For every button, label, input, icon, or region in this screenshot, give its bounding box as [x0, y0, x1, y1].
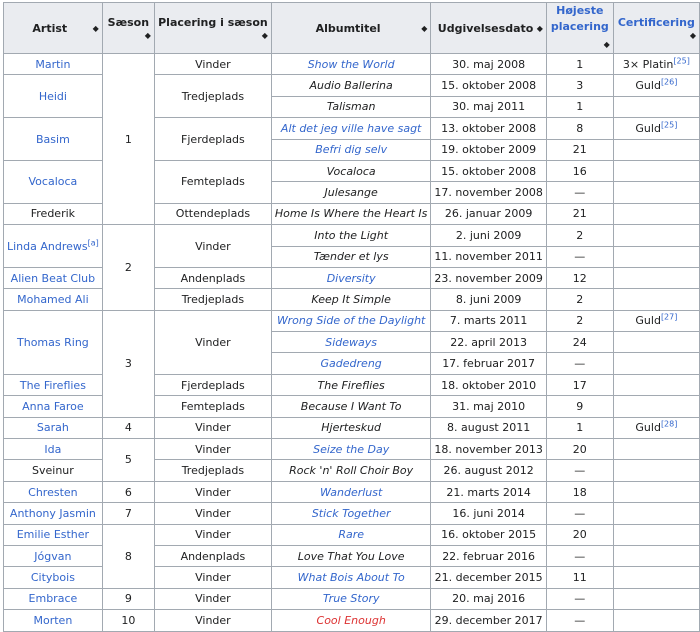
placement-cell: Vinder	[154, 439, 271, 460]
column-header-album[interactable]: Albumtitel ◆	[271, 3, 431, 54]
season-cell: 1	[102, 54, 154, 225]
certification-cell	[613, 139, 699, 160]
artist-cell[interactable]: Citybois	[4, 567, 103, 588]
certification-cell	[613, 203, 699, 224]
album-cell[interactable]: Alt det jeg ville have sagt	[271, 118, 431, 139]
season-cell: 5	[102, 439, 154, 482]
table-row	[4, 225, 700, 246]
artist-cell[interactable]: Anthony Jasmin	[4, 503, 103, 524]
column-header-season[interactable]: Sæson ◆	[102, 3, 154, 54]
certification-cell	[613, 267, 699, 288]
date-cell: 11. november 2011	[431, 246, 546, 267]
album-cell: Into the Light	[271, 225, 431, 246]
season-cell: 2	[102, 225, 154, 311]
table-row	[4, 417, 700, 438]
placement-cell: Tredjeplads	[154, 460, 271, 481]
certification-cell	[613, 610, 699, 631]
peak-cell: 18	[546, 481, 613, 502]
column-header-date[interactable]: Udgivelsesdato ◆	[431, 3, 546, 54]
date-cell: 21. december 2015	[431, 567, 546, 588]
certification-cell	[613, 353, 699, 374]
season-cell: 7	[102, 503, 154, 524]
album-cell[interactable]: Rare	[271, 524, 431, 545]
artist-cell[interactable]: Ida	[4, 439, 103, 460]
album-cell[interactable]: Sideways	[271, 332, 431, 353]
table-row	[4, 54, 700, 75]
placement-cell: Andenplads	[154, 267, 271, 288]
peak-cell: 2	[546, 225, 613, 246]
peak-cell: 21	[546, 203, 613, 224]
date-cell: 16. juni 2014	[431, 503, 546, 524]
peak-cell: —	[546, 503, 613, 524]
artist-cell[interactable]: Chresten	[4, 481, 103, 502]
peak-cell: 21	[546, 139, 613, 160]
date-cell: 13. oktober 2008	[431, 118, 546, 139]
peak-cell: 24	[546, 332, 613, 353]
placement-cell: Vinder	[154, 481, 271, 502]
peak-cell: 16	[546, 160, 613, 181]
certification-cell	[613, 524, 699, 545]
placement-cell: Fjerdeplads	[154, 374, 271, 395]
date-cell: 2. juni 2009	[431, 225, 546, 246]
date-cell: 19. oktober 2009	[431, 139, 546, 160]
season-cell: 8	[102, 524, 154, 588]
season-cell: 3	[102, 310, 154, 417]
sort-arrows-icon[interactable]: ◆	[421, 23, 428, 33]
artist-cell[interactable]: Basim	[4, 118, 103, 161]
certification-cell	[613, 503, 699, 524]
placement-cell: Vinder	[154, 610, 271, 631]
peak-cell: 20	[546, 439, 613, 460]
peak-cell: 1	[546, 54, 613, 75]
certification-cell	[613, 182, 699, 203]
peak-cell: 12	[546, 267, 613, 288]
album-cell: Rock 'n' Roll Choir Boy	[271, 460, 431, 481]
peak-cell: 11	[546, 567, 613, 588]
season-cell: 4	[102, 417, 154, 438]
peak-cell: 3	[546, 75, 613, 96]
table-row	[4, 610, 700, 631]
placement-cell: Tredjeplads	[154, 289, 271, 310]
placement-cell: Vinder	[154, 503, 271, 524]
date-cell: 31. maj 2010	[431, 396, 546, 417]
placement-cell: Fjerdeplads	[154, 118, 271, 161]
date-cell: 26. januar 2009	[431, 203, 546, 224]
column-header-peak[interactable]: Højeste placering ◆	[546, 3, 613, 54]
date-cell: 18. november 2013	[431, 439, 546, 460]
certification-cell	[613, 460, 699, 481]
sort-arrows-icon[interactable]: ◆	[603, 40, 610, 49]
album-cell: Talisman	[271, 96, 431, 117]
artist-cell[interactable]: Sarah	[4, 417, 103, 438]
date-cell: 8. august 2011	[431, 417, 546, 438]
album-cell: Julesange	[271, 182, 431, 203]
placement-cell: Ottendeplads	[154, 203, 271, 224]
date-cell: 16. oktober 2015	[431, 524, 546, 545]
artist-cell[interactable]: Anna Faroe	[4, 396, 103, 417]
date-cell: 15. oktober 2008	[431, 75, 546, 96]
peak-cell: 2	[546, 310, 613, 331]
certification-cell: 3× Platin[25]	[613, 54, 699, 75]
certification-cell	[613, 396, 699, 417]
reference-link[interactable]: [25]	[673, 56, 690, 66]
peak-cell: —	[546, 460, 613, 481]
placement-cell: Vinder	[154, 310, 271, 374]
sort-arrows-icon[interactable]: ◆	[536, 23, 543, 33]
artist-cell[interactable]: Heidi	[4, 75, 103, 118]
peak-cell: 1	[546, 96, 613, 117]
date-cell: 29. december 2017	[431, 610, 546, 631]
certification-cell: Guld[25]	[613, 118, 699, 139]
certification-cell	[613, 588, 699, 609]
album-cell[interactable]: Wrong Side of the Daylight	[271, 310, 431, 331]
date-cell: 22. april 2013	[431, 332, 546, 353]
peak-cell: 9	[546, 396, 613, 417]
reference-link[interactable]: [26]	[660, 77, 678, 87]
album-cell[interactable]: Stick Together	[271, 503, 431, 524]
table-row	[4, 588, 700, 609]
album-cell: Vocaloca	[271, 160, 431, 181]
table-row	[4, 503, 700, 524]
placement-cell: Femteplads	[154, 396, 271, 417]
date-cell: 18. oktober 2010	[431, 374, 546, 395]
date-cell: 20. maj 2016	[431, 588, 546, 609]
artist-cell[interactable]: Morten	[4, 610, 103, 631]
season-cell: 9	[102, 588, 154, 609]
album-cell: Home Is Where the Heart Is	[271, 203, 431, 224]
results-table	[3, 2, 700, 632]
certification-cell	[613, 289, 699, 310]
placement-cell: Femteplads	[154, 160, 271, 203]
table-row	[4, 524, 700, 545]
table-row	[4, 310, 700, 331]
certification-cell: Guld[27]	[613, 310, 699, 331]
date-cell: 30. maj 2011	[431, 96, 546, 117]
album-cell: Love That You Love	[271, 545, 431, 566]
peak-cell: —	[546, 588, 613, 609]
date-cell: 30. maj 2008	[431, 54, 546, 75]
certification-cell: Guld[26]	[613, 75, 699, 96]
certification-cell	[613, 246, 699, 267]
artist-cell[interactable]: Mohamed Ali	[4, 289, 103, 310]
album-cell[interactable]: Show the World	[271, 54, 431, 75]
column-header-placement[interactable]: Placering i sæson ◆	[154, 3, 271, 54]
certification-cell	[613, 374, 699, 395]
date-cell: 7. marts 2011	[431, 310, 546, 331]
peak-cell: 17	[546, 374, 613, 395]
peak-cell: —	[546, 182, 613, 203]
placement-cell: Tredjeplads	[154, 75, 271, 118]
peak-cell: —	[546, 246, 613, 267]
date-cell: 17. november 2008	[431, 182, 546, 203]
date-cell: 23. november 2009	[431, 267, 546, 288]
column-header-artist[interactable]: Artist ◆	[4, 3, 103, 54]
sort-arrows-icon[interactable]: ◆	[689, 31, 696, 40]
date-cell: 15. oktober 2008	[431, 160, 546, 181]
note-link[interactable]: [a]	[87, 237, 99, 247]
season-cell: 6	[102, 481, 154, 502]
table-row	[4, 481, 700, 502]
sort-arrows-icon[interactable]: ◆	[92, 23, 99, 33]
season-cell: 10	[102, 610, 154, 631]
reference-link[interactable]: [25]	[660, 120, 678, 130]
sort-arrows-icon[interactable]: ◆	[144, 31, 151, 40]
album-cell: The Fireflies	[271, 374, 431, 395]
reference-link[interactable]: [27]	[660, 312, 678, 322]
certification-cell	[613, 225, 699, 246]
peak-cell: —	[546, 610, 613, 631]
album-cell: Hjerteskud	[271, 417, 431, 438]
placement-cell: Andenplads	[154, 545, 271, 566]
album-cell: Keep It Simple	[271, 289, 431, 310]
date-cell: 22. februar 2016	[431, 545, 546, 566]
date-cell: 17. februar 2017	[431, 353, 546, 374]
column-header-certification[interactable]: Certificering ◆	[613, 3, 699, 54]
album-cell[interactable]: What Bois About To	[271, 567, 431, 588]
placement-cell: Vinder	[154, 417, 271, 438]
peak-cell: 1	[546, 417, 613, 438]
artist-cell[interactable]: Embrace	[4, 588, 103, 609]
certification-cell: Guld[28]	[613, 417, 699, 438]
artist-cell[interactable]: Vocaloca	[4, 160, 103, 203]
placement-cell: Vinder	[154, 524, 271, 545]
reference-link[interactable]: [28]	[660, 419, 678, 429]
artist-cell[interactable]: Emilie Esther	[4, 524, 103, 545]
artist-cell[interactable]: The Fireflies	[4, 374, 103, 395]
peak-cell: —	[546, 353, 613, 374]
date-cell: 21. marts 2014	[431, 481, 546, 502]
table-row	[4, 439, 700, 460]
sort-arrows-icon[interactable]: ◆	[261, 31, 268, 40]
album-cell[interactable]: Wanderlust	[271, 481, 431, 502]
certification-cell	[613, 545, 699, 566]
artist-cell: Frederik	[4, 203, 103, 224]
certification-cell	[613, 96, 699, 117]
certification-cell	[613, 567, 699, 588]
certification-cell	[613, 160, 699, 181]
album-cell[interactable]: True Story	[271, 588, 431, 609]
peak-cell: 2	[546, 289, 613, 310]
album-cell[interactable]: Cool Enough	[271, 610, 431, 631]
album-cell: Because I Want To	[271, 396, 431, 417]
date-cell: 8. juni 2009	[431, 289, 546, 310]
certification-cell	[613, 439, 699, 460]
peak-cell: 20	[546, 524, 613, 545]
album-cell[interactable]: Seize the Day	[271, 439, 431, 460]
album-cell: Tænder et lys	[271, 246, 431, 267]
album-cell[interactable]: Diversity	[271, 267, 431, 288]
certification-cell	[613, 332, 699, 353]
artist-cell[interactable]: Thomas Ring	[4, 310, 103, 374]
certification-cell	[613, 481, 699, 502]
album-cell[interactable]: Gadedreng	[271, 353, 431, 374]
placement-cell: Vinder	[154, 588, 271, 609]
peak-cell: 8	[546, 118, 613, 139]
date-cell: 26. august 2012	[431, 460, 546, 481]
artist-cell[interactable]: Alien Beat Club	[4, 267, 103, 288]
album-cell: Audio Ballerina	[271, 75, 431, 96]
peak-cell: —	[546, 545, 613, 566]
artist-cell[interactable]: Jógvan	[4, 545, 103, 566]
artist-cell: Sveinur	[4, 460, 103, 481]
artist-cell[interactable]: Martin	[4, 54, 103, 75]
artist-cell[interactable]: Linda Andrews[a]	[4, 225, 103, 268]
header-row	[4, 3, 700, 54]
placement-cell: Vinder	[154, 225, 271, 268]
placement-cell: Vinder	[154, 54, 271, 75]
placement-cell: Vinder	[154, 567, 271, 588]
album-cell[interactable]: Befri dig selv	[271, 139, 431, 160]
